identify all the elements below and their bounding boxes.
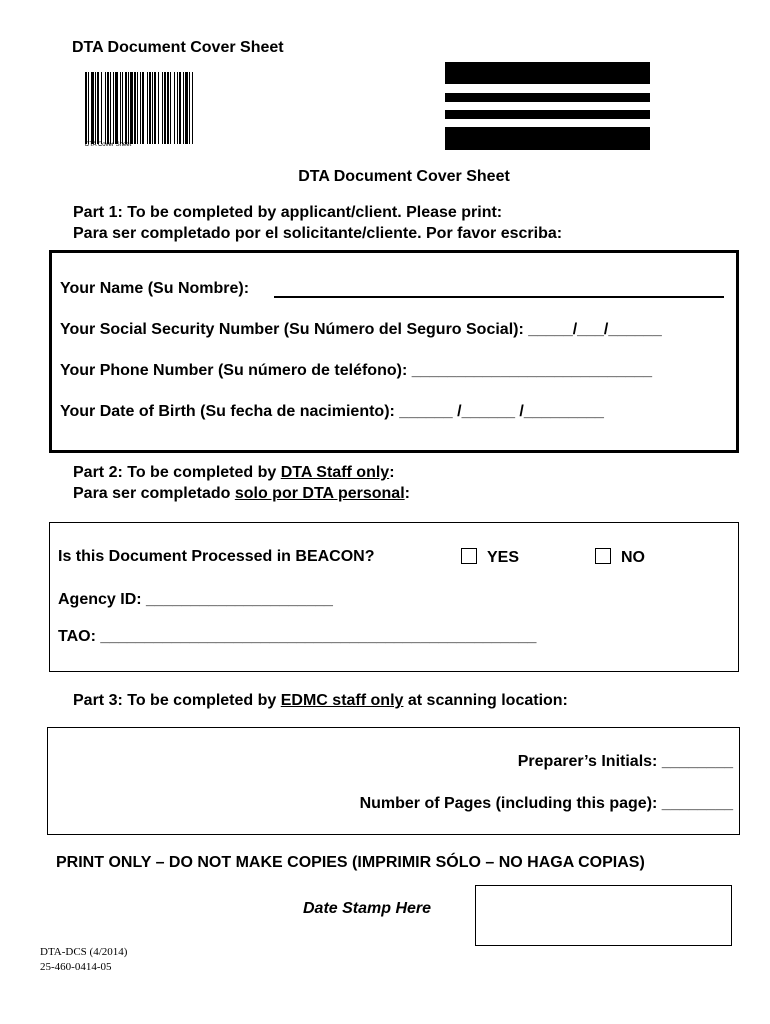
date-stamp-label: Date Stamp Here [303,900,432,917]
dob-field[interactable]: Your Date of Birth (Su fecha de nacimiento): ______ /______ /_________ [60,403,604,420]
barcode [85,72,283,152]
part3-heading-prefix: Part 3: To be completed by [73,692,281,709]
part2-staff-box [49,522,739,672]
barcode-caption: DTA Cover Sheet [85,142,132,148]
part2-heading-en [73,464,395,482]
part2-heading-es [73,485,410,503]
part1-heading-en: Part 1: To be completed by applicant/client. Please print: [73,204,503,221]
part3-edmc-box [47,727,740,835]
no-option[interactable] [595,548,645,567]
form-number: 25-460-0414-05 [40,961,112,973]
name-field[interactable] [60,280,249,298]
part2-heading-es-prefix: Para ser completado [73,485,235,502]
tao-field[interactable]: TAO: _________________________________________________ [58,628,537,645]
form-id: DTA-DCS (4/2014) [40,946,128,958]
part2-heading-en-suffix: : [389,464,395,481]
print-only-notice: PRINT ONLY – DO NOT MAKE COPIES (IMPRIMIR SÓLO – NO HAGA COPIAS) [56,854,645,871]
number-of-pages-field[interactable]: Number of Pages (including this page): ________ [359,795,733,812]
part1-heading-es: Para ser completado por el solicitante/cliente. Por favor escriba: [73,225,563,242]
part2-heading-en-prefix: Part 2: To be completed by [73,464,281,481]
block-bar-3 [445,110,650,119]
preparer-initials-field[interactable]: Preparer’s Initials: ________ [517,753,733,770]
part2-heading-en-underlined: DTA Staff only [280,464,390,481]
part3-heading-underlined: EDMC staff only [280,692,404,709]
yes-label: YES [487,549,520,566]
no-label: NO [621,549,645,566]
phone-field[interactable]: Your Phone Number (Su número de teléfono): ___________________________ [60,362,652,379]
barcode-image [85,72,283,144]
no-checkbox[interactable] [595,548,611,564]
yes-option[interactable] [461,548,519,567]
beacon-question: Is this Document Processed in BEACON? [58,548,375,565]
center-title: DTA Document Cover Sheet [298,168,510,185]
part1-applicant-box [49,250,739,453]
name-label: Your Name (Su Nombre): [60,280,250,297]
block-bar-1 [445,62,650,84]
ssn-field[interactable]: Your Social Security Number (Su Número del Seguro Social): _____/___/______ [60,321,662,338]
name-line[interactable] [274,296,724,298]
block-bar-4 [445,127,650,150]
block-code [445,62,650,150]
agency-id-field[interactable]: Agency ID: _____________________ [58,591,333,608]
date-stamp-box [475,885,732,946]
yes-checkbox[interactable] [461,548,477,564]
part3-heading [73,692,568,710]
part3-heading-suffix: at scanning location: [403,692,568,709]
part2-heading-es-suffix: : [404,485,410,502]
block-bar-2 [445,93,650,102]
page-title: DTA Document Cover Sheet [72,39,284,56]
part2-heading-es-underlined: solo por DTA personal [234,485,405,502]
